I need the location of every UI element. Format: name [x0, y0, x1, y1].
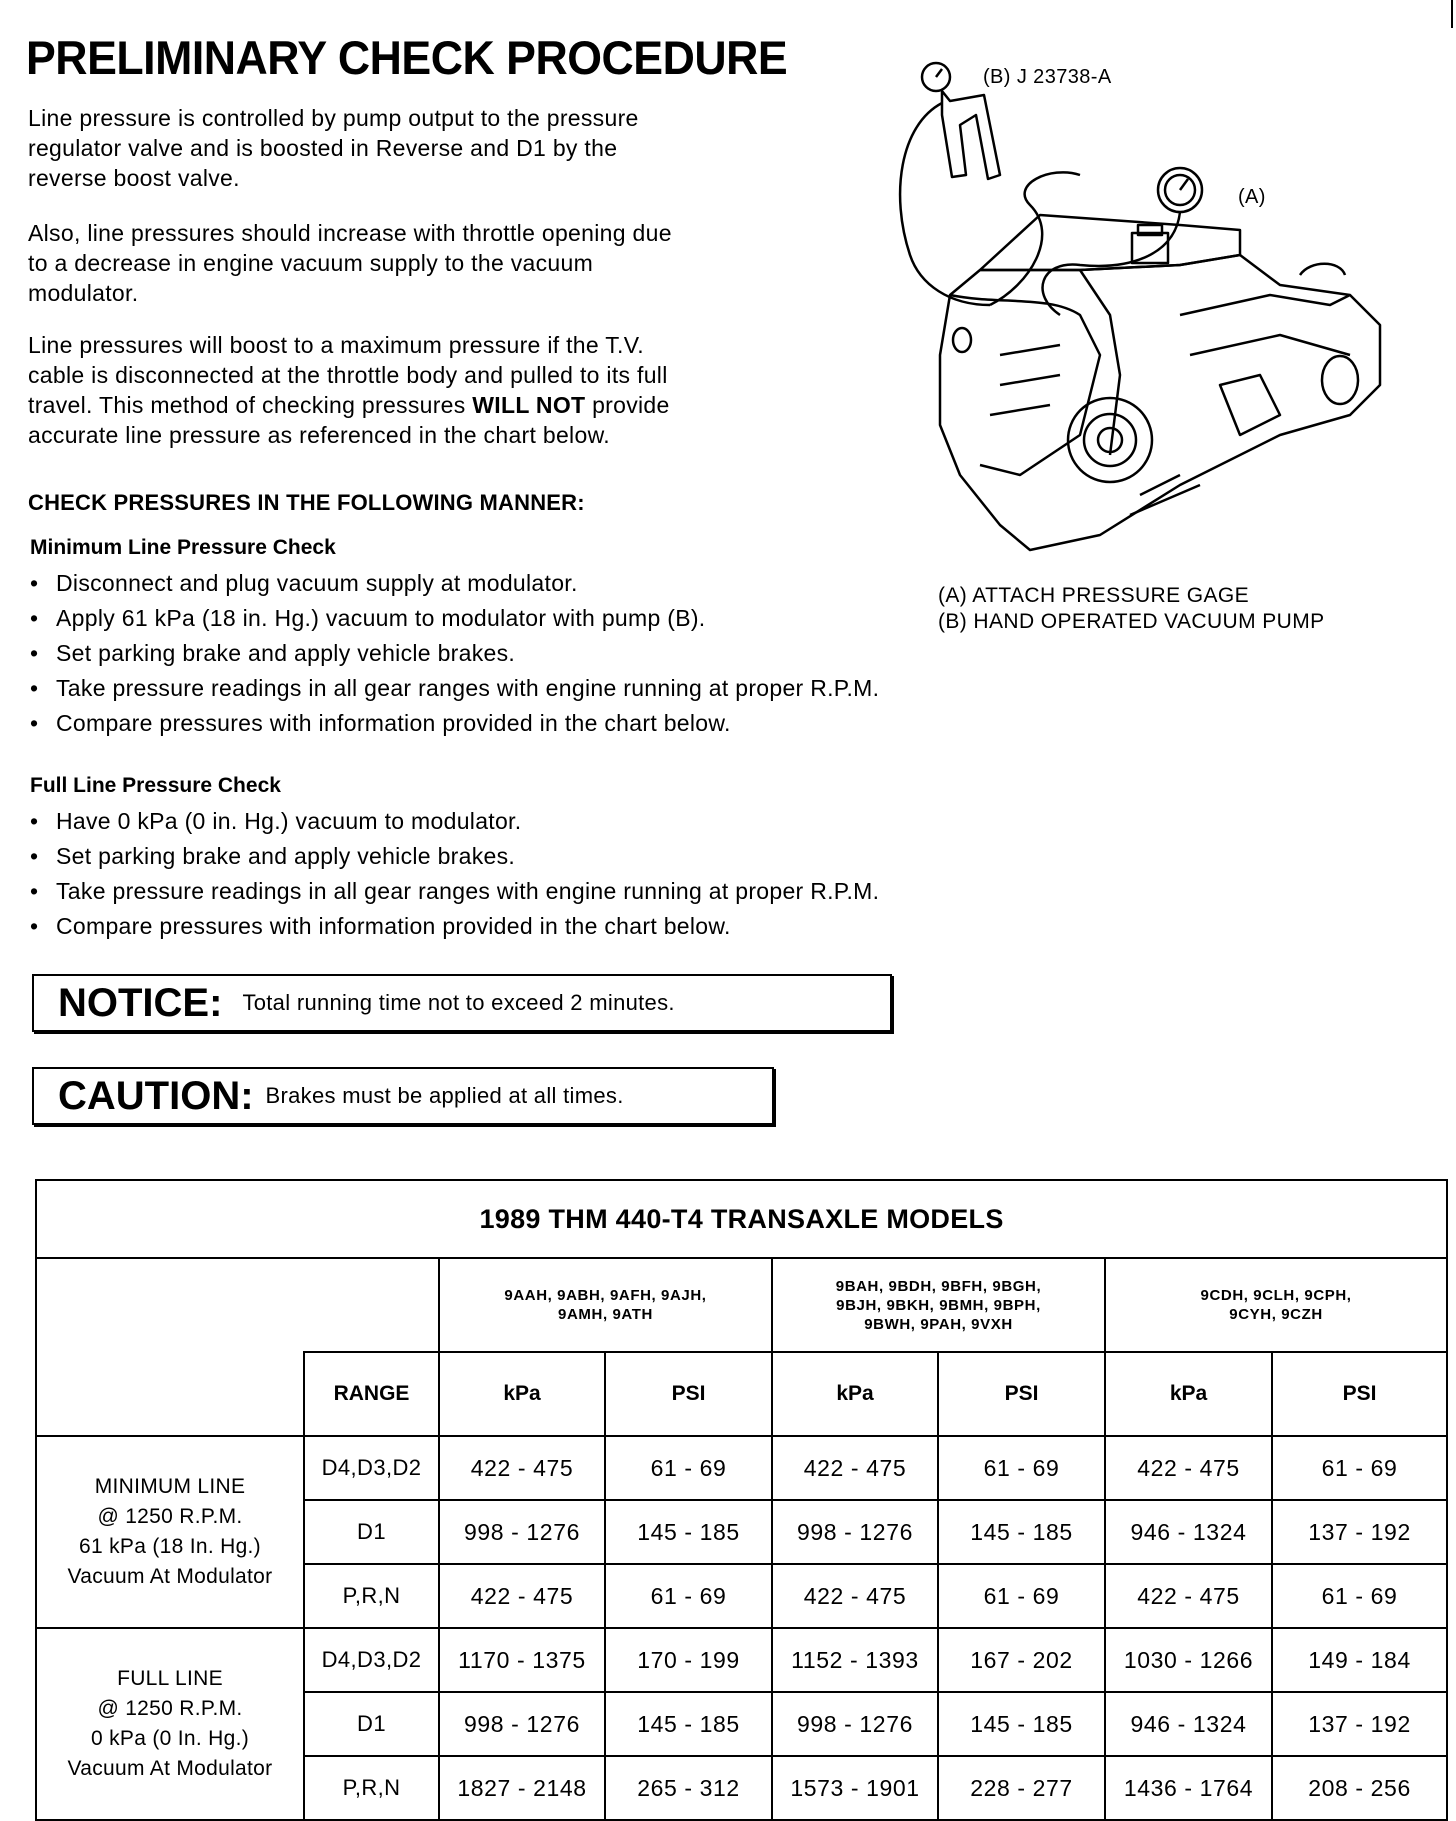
range-cell: D4,D3,D2 [304, 1628, 439, 1692]
list-item: • Have 0 kPa (0 in. Hg.) vacuum to modulator. [30, 804, 879, 839]
value-cell: 1827 - 2148 [439, 1756, 605, 1820]
model-group-1 [439, 1258, 772, 1352]
text-line: regulator valve and is boosted in Reverse and D1 by the [28, 135, 618, 161]
list-item: • Take pressure readings in all gear ranges with engine running at proper R.P.M. [30, 874, 879, 909]
caution-box [32, 1067, 774, 1125]
value-cell: 137 - 192 [1272, 1500, 1447, 1564]
range-cell: D4,D3,D2 [304, 1436, 439, 1500]
figure-label-a: (A) [1238, 186, 1266, 208]
pressure-table [35, 1179, 1448, 1821]
model-line: 9CYH, 9CZH [1229, 1306, 1323, 1323]
emphasis-text: WILL NOT [472, 392, 586, 418]
value-cell: 422 - 475 [1105, 1436, 1272, 1500]
list-item: • Compare pressures with information provided in the chart below. [30, 706, 879, 741]
value-cell: 998 - 1276 [772, 1692, 938, 1756]
value-cell: 145 - 185 [605, 1500, 772, 1564]
intro-paragraph-2 [28, 218, 672, 308]
value-cell: 61 - 69 [605, 1436, 772, 1500]
value-cell: 170 - 199 [605, 1628, 772, 1692]
notice-box [32, 974, 892, 1032]
caution-text: Brakes must be applied at all times. [265, 1083, 624, 1108]
value-cell: 61 - 69 [1272, 1436, 1447, 1500]
table-row [36, 1436, 1447, 1500]
value-cell: 61 - 69 [605, 1564, 772, 1628]
text-span: provide [585, 392, 670, 418]
list-item: • Compare pressures with information provided in the chart below. [30, 909, 879, 944]
text-span: travel. This method of checking pressures [28, 392, 473, 418]
caution-label: CAUTION: [58, 1073, 254, 1118]
table-blank-header [36, 1258, 439, 1352]
condition-line: 61 kPa (18 In. Hg.) [79, 1535, 261, 1558]
unit-header: PSI [1272, 1352, 1447, 1436]
value-cell: 422 - 475 [1105, 1564, 1272, 1628]
value-cell: 167 - 202 [938, 1628, 1105, 1692]
text-line: accurate line pressure as referenced in the chart below. [28, 422, 610, 448]
text-line: cable is disconnected at the throttle body and pulled to its full [28, 362, 668, 388]
value-cell: 137 - 192 [1272, 1692, 1447, 1756]
value-cell: 145 - 185 [605, 1692, 772, 1756]
condition-line: MINIMUM LINE [94, 1475, 246, 1498]
page-edge-rule [1451, 0, 1453, 28]
value-cell: 145 - 185 [938, 1500, 1105, 1564]
unit-header: PSI [938, 1352, 1105, 1436]
minimum-check-heading: Minimum Line Pressure Check [30, 536, 336, 559]
condition-line: @ 1250 R.P.M. [97, 1505, 243, 1528]
text-line: Line pressures will boost to a maximum pressure if the T.V. [28, 332, 644, 358]
value-cell: 149 - 184 [1272, 1628, 1447, 1692]
range-cell: D1 [304, 1500, 439, 1564]
condition-minimum-line [36, 1436, 304, 1628]
text-line: Also, line pressures should increase with throttle opening due [28, 220, 672, 246]
notice-text: Total running time not to exceed 2 minutes. [242, 990, 675, 1015]
text-line: modulator. [28, 280, 139, 306]
value-cell: 208 - 256 [1272, 1756, 1447, 1820]
unit-header: kPa [439, 1352, 605, 1436]
value-cell: 998 - 1276 [439, 1692, 605, 1756]
range-cell: D1 [304, 1692, 439, 1756]
value-cell: 61 - 69 [938, 1564, 1105, 1628]
model-line: 9CDH, 9CLH, 9CPH, [1200, 1287, 1352, 1304]
value-cell: 1573 - 1901 [772, 1756, 938, 1820]
text-line: to a decrease in engine vacuum supply to the vacuum [28, 250, 594, 276]
list-item: • Take pressure readings in all gear ranges with engine running at proper R.P.M. [30, 671, 879, 706]
page-title: PRELIMINARY CHECK PROCEDURE [26, 31, 788, 84]
intro-paragraph-1 [28, 103, 639, 193]
value-cell: 422 - 475 [772, 1564, 938, 1628]
table-blank-cell [36, 1352, 304, 1436]
model-line: 9BJH, 9BKH, 9BMH, 9BPH, [836, 1296, 1041, 1314]
list-item: • Disconnect and plug vacuum supply at modulator. [30, 566, 879, 601]
value-cell: 145 - 185 [938, 1692, 1105, 1756]
value-cell: 228 - 277 [938, 1756, 1105, 1820]
text-line: Line pressure is controlled by pump output to the pressure [28, 105, 639, 131]
model-group-3 [1105, 1258, 1447, 1352]
value-cell: 422 - 475 [439, 1564, 605, 1628]
value-cell: 265 - 312 [605, 1756, 772, 1820]
model-line: 9BAH, 9BDH, 9BFH, 9BGH, [835, 1277, 1042, 1295]
model-group-2 [772, 1258, 1105, 1352]
check-heading: CHECK PRESSURES IN THE FOLLOWING MANNER: [28, 490, 585, 515]
list-item: • Set parking brake and apply vehicle brakes. [30, 636, 879, 671]
legend-item-b: (B) HAND OPERATED VACUUM PUMP [938, 610, 1325, 633]
range-cell: P,R,N [304, 1564, 439, 1628]
value-cell: 946 - 1324 [1105, 1500, 1272, 1564]
value-cell: 61 - 69 [1272, 1564, 1447, 1628]
table-caption: 1989 THM 440-T4 TRANSAXLE MODELS [36, 1180, 1447, 1258]
value-cell: 61 - 69 [938, 1436, 1105, 1500]
condition-full-line [36, 1628, 304, 1820]
intro-paragraph-3 [28, 330, 670, 450]
value-cell: 998 - 1276 [772, 1500, 938, 1564]
unit-header: kPa [1105, 1352, 1272, 1436]
full-check-steps [30, 804, 879, 944]
text-line [28, 390, 670, 420]
unit-header: PSI [605, 1352, 772, 1436]
list-item: • Apply 61 kPa (18 in. Hg.) vacuum to modulator with pump (B). [30, 601, 879, 636]
condition-line: FULL LINE [117, 1667, 223, 1690]
value-cell: 946 - 1324 [1105, 1692, 1272, 1756]
text-line: reverse boost valve. [28, 165, 240, 191]
figure-legend [938, 583, 1325, 635]
condition-line: @ 1250 R.P.M. [97, 1697, 243, 1720]
vacuum-pump-icon [942, 91, 1000, 179]
model-line: 9AMH, 9ATH [558, 1306, 653, 1323]
value-cell: 1030 - 1266 [1105, 1628, 1272, 1692]
table-row [36, 1628, 1447, 1692]
value-cell: 998 - 1276 [439, 1500, 605, 1564]
condition-line: 0 kPa (0 In. Hg.) [91, 1727, 249, 1750]
value-cell: 1436 - 1764 [1105, 1756, 1272, 1820]
condition-line: Vacuum At Modulator [67, 1565, 273, 1588]
model-line: 9BWH, 9PAH, 9VXH [864, 1315, 1013, 1333]
range-cell: P,R,N [304, 1756, 439, 1820]
condition-line: Vacuum At Modulator [67, 1757, 273, 1780]
unit-header: kPa [772, 1352, 938, 1436]
notice-label: NOTICE: [58, 980, 223, 1025]
full-check-heading: Full Line Pressure Check [30, 774, 281, 797]
range-header: RANGE [304, 1352, 439, 1436]
value-cell: 1170 - 1375 [439, 1628, 605, 1692]
transaxle-illustration [880, 55, 1400, 575]
value-cell: 422 - 475 [439, 1436, 605, 1500]
minimum-check-steps [30, 566, 879, 741]
list-item: • Set parking brake and apply vehicle brakes. [30, 839, 879, 874]
value-cell: 1152 - 1393 [772, 1628, 938, 1692]
legend-item-a: (A) ATTACH PRESSURE GAGE [938, 584, 1250, 607]
figure-label-b: (B) J 23738-A [983, 66, 1112, 88]
value-cell: 422 - 475 [772, 1436, 938, 1500]
model-line: 9AAH, 9ABH, 9AFH, 9AJH, [504, 1287, 707, 1304]
